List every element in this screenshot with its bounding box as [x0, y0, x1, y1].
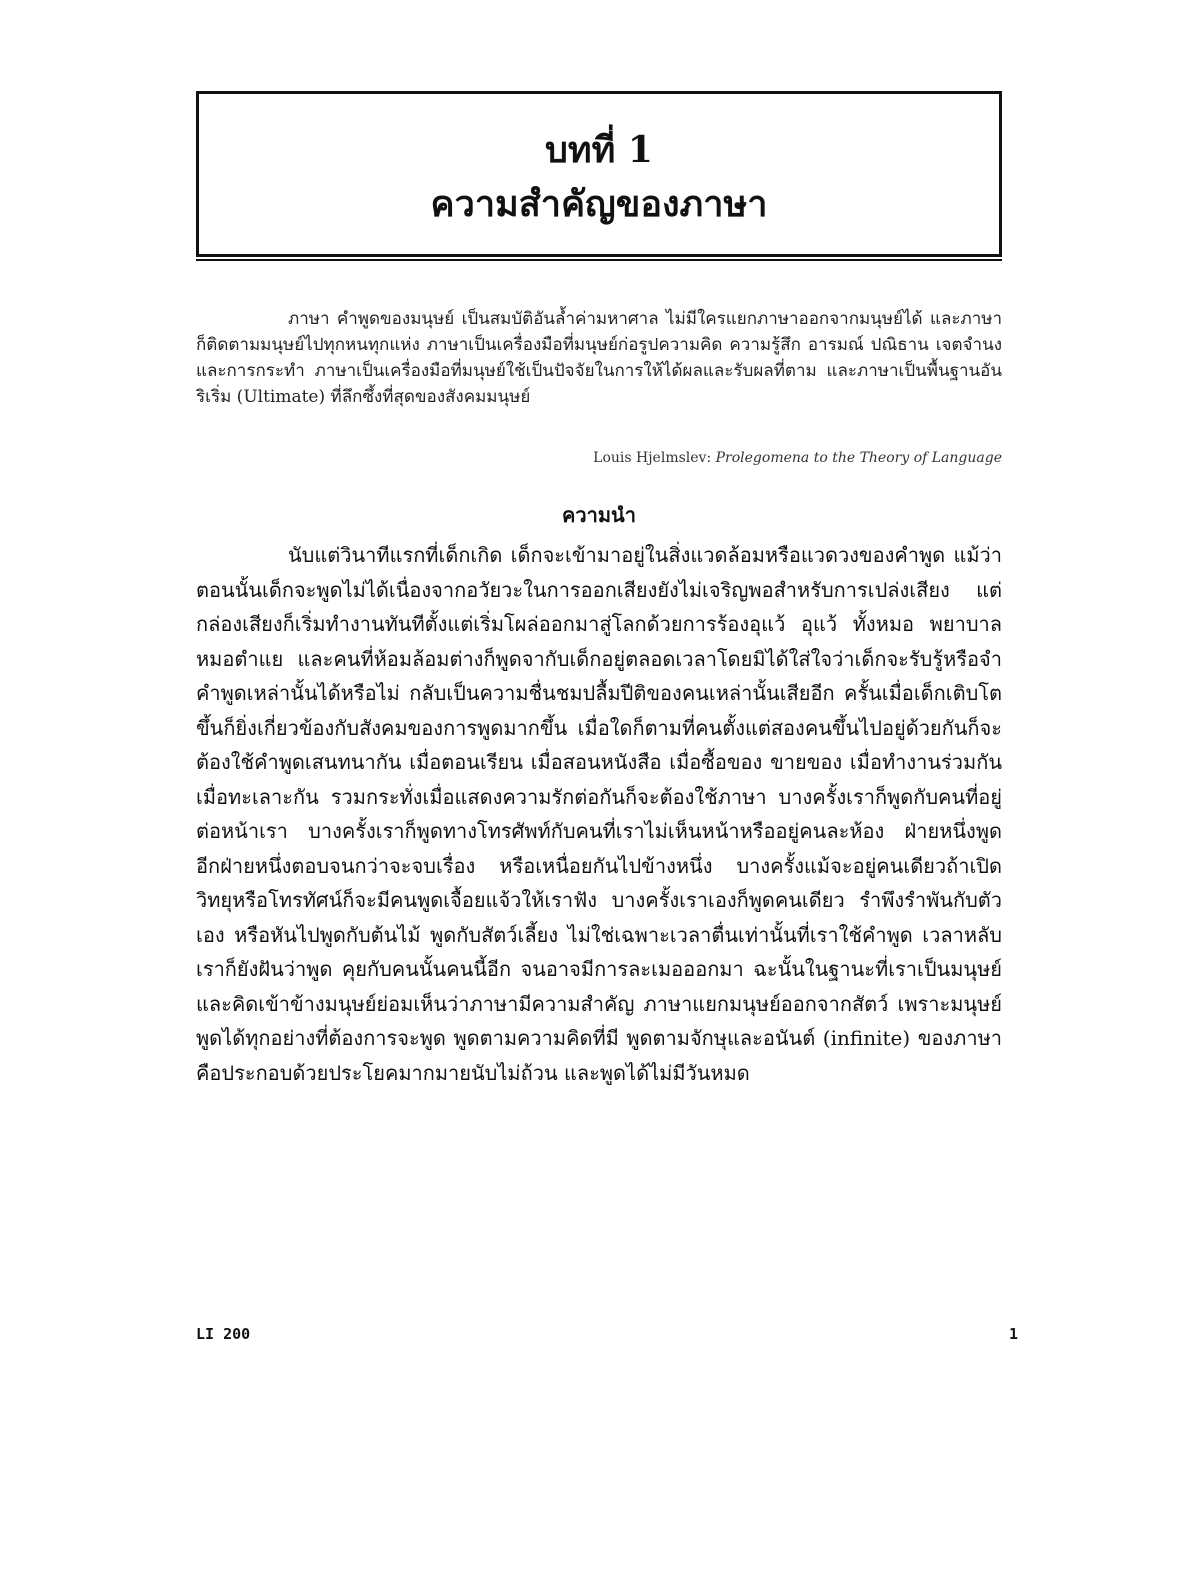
body-paragraph: นับแต่วินาทีแรกที่เด็กเกิด เด็กจะเข้ามาอยู่ในสิ่งแวดล้อมหรือแวดวงของคำพูด แม้ว่าตอนนั้นเด็กจะพูดไม่ได้เนื่องจากอวัยวะในการออกเสียงยังไม่เจริญพอสำหรับการเปล่งเสียง แต่กล่องเสียงก็เริ่มทำงานทันทีตั้งแต่เริ่มโผล่ออกมาสู่โลกด้วยการร้องอุแว้ อุแว้ ทั้งหมอ พยาบาล หมอตำแย และคนที่ห้อมล้อมต่างก็พูดจากับเด็กอยู่ตลอดเวลาโดยมิได้ใส่ใจว่าเด็กจะรับรู้หรือจำคำพูดเหล่านั้นได้หรือไม่ กลับเป็นความชื่นชมปลื้มปีติของคนเหล่านั้นเสียอีก ครั้นเมื่อเด็กเติบโตขึ้นก็ยิ่งเกี่ยวข้องกับสังคมของการพูดมากขึ้น เมื่อใดก็ตามที่คนตั้งแต่สองคนขึ้นไปอยู่ด้วยกันก็จะต้องใช้คำพูดเสนทนากัน เมื่อตอนเรียน เมื่อสอนหนังสือ เมื่อซื้อของ ขายของ เมื่อทำงานร่วมกัน เมื่อทะเลาะกัน รวมกระทั่งเมื่อแสดงความรักต่อกันก็จะต้องใช้ภาษา บางครั้งเราก็พูดกับคนที่อยู่ต่อหน้าเรา บางครั้งเราก็พูดทางโทรศัพท์กับคนที่เราไม่เห็นหน้าหรืออยู่คนละห้อง ฝ่ายหนึ่งพูด อีกฝ่ายหนึ่งตอบจนกว่าจะจบเรื่อง หรือเหนื่อยกันไปข้างหนึ่ง บางครั้งแม้จะอยู่คนเดียวถ้าเปิดวิทยุหรือโทรทัศน์ก็จะมีคนพูดเจื้อยแจ้วให้เราฟัง บางครั้งเราเองก็พูดคนเดียว รำพึงรำพันกับตัวเอง หรือหันไปพูดกับต้นไม้ พูดกับสัตว์เลี้ยง ไม่ใช่เฉพาะเวลาตื่นเท่านั้นที่เราใช้คำพูด เวลาหลับเราก็ยังฝันว่าพูด คุยกับคนนั้นคนนี้อีก จนอาจมีการละเมอออกมา ฉะนั้นในฐานะที่เราเป็นมนุษย์และคิดเข้าข้างมนุษย์ย่อมเห็นว่าภาษามีความสำคัญ ภาษาแยกมนุษย์ออกจากสัตว์ เพราะมนุษย์พูดได้ทุกอย่างที่ต้องการจะพูด พูดตามความคิดที่มี พูดตามจักษุและอนันต์ (infinite) ของภาษาคือประกอบด้วยประโยคมากมายนับไม่ถ้วน และพูดได้ไม่มีวันหมด — [196, 543, 1002, 1085]
epigraph-quote: ภาษา คำพูดของมนุษย์ เป็นสมบัติอันล้ำค่ามหาศาล ไม่มีใครแยกภาษาออกจากมนุษย์ได้ และภาษาก็ติดตามมนุษย์ไปทุกหนทุกแห่ง ภาษาเป็นเครื่องมือที่มนุษย์ก่อรูปความคิด ความรู้สึก อารมณ์ ปณิธาน เจตจำนง และการกระทำ ภาษาเป็นเครื่องมือที่มนุษย์ใช้เป็นปัจจัยในการให้ได้ผลและรับผลที่ตาม และภาษาเป็นพื้นฐานอันริเริ่ม (Ultimate) ที่ลึกซึ้งที่สุดของสังคมมนุษย์ — [196, 309, 1002, 407]
epigraph-citation — [196, 448, 1002, 468]
chapter-title-box — [196, 91, 1002, 257]
section-heading: ความนำ — [562, 503, 636, 527]
footer-course-code: LI 200 — [196, 1325, 251, 1343]
citation-book: Prolegomena to the Theory of Language — [715, 450, 1002, 466]
chapter-number: บทที่ 1 — [545, 129, 653, 171]
citation-author: Louis Hjelmslev: — [593, 450, 712, 466]
chapter-title: ความสำคัญของภาษา — [430, 183, 768, 225]
footer-page-number: 1 — [1008, 1325, 1018, 1343]
